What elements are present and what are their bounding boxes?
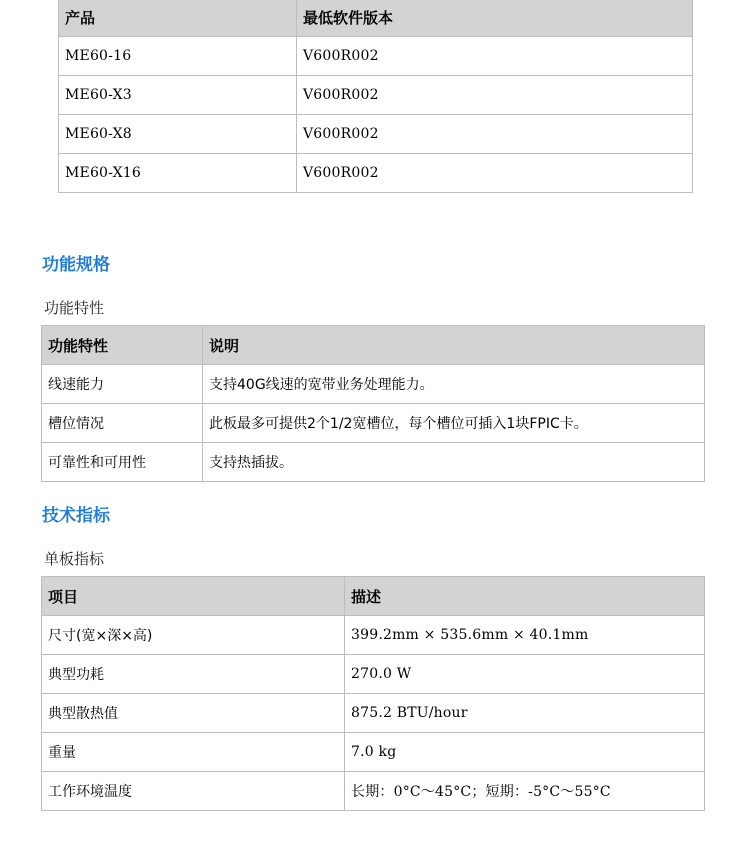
column-header-item: 项目 <box>42 577 345 616</box>
value-cell: 399.2mm × 535.6mm × 40.1mm <box>345 616 705 655</box>
section-heading-tech-spec: 技术指标 <box>42 506 110 526</box>
table-row <box>42 365 705 404</box>
board-spec-table <box>41 576 705 811</box>
version-cell: V600R002 <box>297 37 693 76</box>
table-row <box>42 733 705 772</box>
column-header-min-version: 最低软件版本 <box>297 0 693 37</box>
description-cell: 支持40G线速的宽带业务处理能力。 <box>203 365 705 404</box>
table-row <box>42 772 705 811</box>
description-cell: 此板最多可提供2个1/2宽槽位，每个槽位可插入1块FPIC卡。 <box>203 404 705 443</box>
software-version-table <box>58 0 693 193</box>
item-cell: 典型功耗 <box>42 655 345 694</box>
product-cell: ME60-16 <box>59 37 297 76</box>
item-cell: 重量 <box>42 733 345 772</box>
table-row <box>59 37 693 76</box>
feature-table <box>41 325 705 482</box>
column-header-description: 说明 <box>203 326 705 365</box>
version-cell: V600R002 <box>297 115 693 154</box>
column-header-feature: 功能特性 <box>42 326 203 365</box>
item-cell: 尺寸(宽×深×高) <box>42 616 345 655</box>
table-row <box>59 76 693 115</box>
feature-cell: 可靠性和可用性 <box>42 443 203 482</box>
table-row <box>42 655 705 694</box>
value-cell: 长期：0°C～45°C；短期：-5°C～55°C <box>345 772 705 811</box>
item-cell: 工作环境温度 <box>42 772 345 811</box>
version-cell: V600R002 <box>297 76 693 115</box>
table-caption-features: 功能特性 <box>44 299 105 317</box>
table-row <box>42 616 705 655</box>
table-row <box>42 443 705 482</box>
version-cell: V600R002 <box>297 154 693 193</box>
table-caption-board-spec: 单板指标 <box>44 550 105 568</box>
section-heading-function-spec: 功能规格 <box>42 255 110 275</box>
product-cell: ME60-X16 <box>59 154 297 193</box>
table-header-row <box>59 0 693 37</box>
product-cell: ME60-X8 <box>59 115 297 154</box>
table-row <box>59 154 693 193</box>
column-header-value: 描述 <box>345 577 705 616</box>
table-row <box>42 694 705 733</box>
table-row <box>42 404 705 443</box>
feature-cell: 线速能力 <box>42 365 203 404</box>
table-header-row <box>42 577 705 616</box>
table-row <box>59 115 693 154</box>
description-cell: 支持热插拔。 <box>203 443 705 482</box>
table-header-row <box>42 326 705 365</box>
product-cell: ME60-X3 <box>59 76 297 115</box>
value-cell: 270.0 W <box>345 655 705 694</box>
value-cell: 875.2 BTU/hour <box>345 694 705 733</box>
column-header-product: 产品 <box>59 0 297 37</box>
value-cell: 7.0 kg <box>345 733 705 772</box>
item-cell: 典型散热值 <box>42 694 345 733</box>
feature-cell: 槽位情况 <box>42 404 203 443</box>
